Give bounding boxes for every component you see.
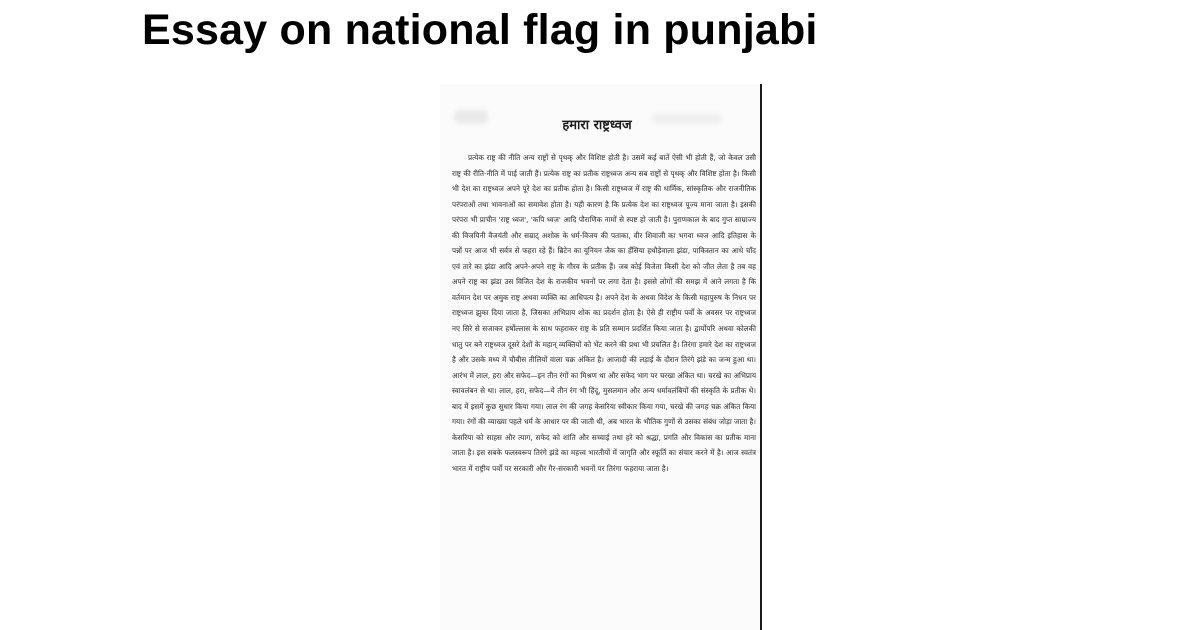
essay-body-text: प्रत्येक राष्ट्र की नीति अन्य राष्ट्रों से पृथक् और विशिष्ट होती है। उसमें कई बातें ऐसी भी होती हैं, जो केवल उसी राष्ट्र की रीति-नीति में पाई जाती हैं। प्रत्येक राष्ट्र का प्रतीक राष्ट्रध्वज अन्य सब राष्ट्रों से पृथक् और विशिष्ट होता है। किसी भी देश का राष्ट्रध्वज अपने पूरे देश का प्रतीक होता है। किसी राष्ट्रध्वज में राष्ट्र की धार्मिक, सांस्कृतिक और राजनीतिक परंपराओं तथा भावनाओं का समावेश होता है। यही कारण है कि प्रत्येक देश का राष्ट्रध्वज पूज्य माना जाता है। इसकी परंपरा भी प्राचीन 'राष्ट्र ध्वज', 'कपि ध्वज' आदि पौराणिक नामों से स्पष्ट हो जाती है। पुराणकाल के बाद गुप्त साम्राज्य की विजयिनी वैजयंती और सम्राट् अशोक के धर्म-विजय की पताका, वीर शिवाजी का भगवा ध्वज आदि इतिहास के पन्नों पर आज भी सर्वत्र से फहरा रहे हैं। ब्रिटेन का यूनियन जैक का हँसिया हथौड़ेवाला झंडा, पाकिस्तान का आधे चाँद एवं तारे का झंडा आदि अपने-अपने राष्ट्र के गौरव के प्रतीक हैं। जब कोई विजेता किसी देश को जीत लेता है तब वह अपने राष्ट्र का झंडा उस विजित देश के राजकीय भवनों पर लगा देता है। इससे लोगों की समझ में आने लगता है कि वर्तमान देश पर अमुक राष्ट्र अथवा व्यक्ति का आधिपत्य है। अपने देश के अथवा विदेश के किसी महापुरुष के निधन पर राष्ट्रध्वज झुका दिया जाता है, जिसका अभिप्राय शोक का प्रदर्शन होता है। ऐसे ही राष्ट्रीय पर्वों के अवसर पर राष्ट्रध्वज नए सिरे से सजाकर हर्षोल्लास के साथ फहराकर राष्ट्र के प्रति सम्मान प्रदर्शित किया जाता है। द्वार्योपरि अथवा कोलकी धातु पर बने राष्ट्रध्वज दूसरे देशों के महान् व्यक्तियों को भेंट करने की प्रथा भी प्रचलित है। तिरंगा हमारे देश का राष्ट्रध्वज है और उसके मध्य में चौबीस तीलियों वाला चक्र अंकित है। आजादी की लड़ाई के दौरान तिरंगे झंडे का जन्म हुआ था। आरंभ में लाल, हरा और सफेद—इन तीन रंगों का मिश्रण था और सफेद भाग पर चरखा अंकित था। चरखे का अभिप्राय स्वावलंबन से था। लाल, हरा, सफेद—ये तीन रंग भी हिंदू, मुसलमान और अन्य धर्मावलंबियों की संस्कृति के प्रतीक थे। बाद में इसमें कुछ सुधार किया गया। लाल रंग की जगह केसरिया स्वीकार किया गया, चरखे की जगह चक्र अंकित किया गया। रंगों की व्याख्या पहले धर्म के आधार पर की जाती थी, अब भारत के भौतिक गुणों से उसका संबंध जोड़ा जाता है। केसरिया को साहस और त्याग, सफेद को शांति और सच्चाई तथा हरे को श्रद्धा, प्रगति और विकास का प्रतीक माना जाता है। इस सबके फलस्वरूप तिरंगे झंडे का महत्त्व भारतीयों में जागृति और स्फूर्ति का संचार करने में है। आज स्वतंत्र भारत में राष्ट्रीय पर्वों पर सरकारी और गैर-सरकारी भवनों पर तिरंगा फहराया जाता है। — [452, 153, 756, 473]
page-title: Essay on national flag in punjabi — [142, 6, 818, 54]
page-edge-line — [760, 84, 762, 630]
essay-heading: हमारा राष्ट्रध्वज — [562, 118, 632, 133]
scanned-essay-page — [440, 84, 762, 630]
